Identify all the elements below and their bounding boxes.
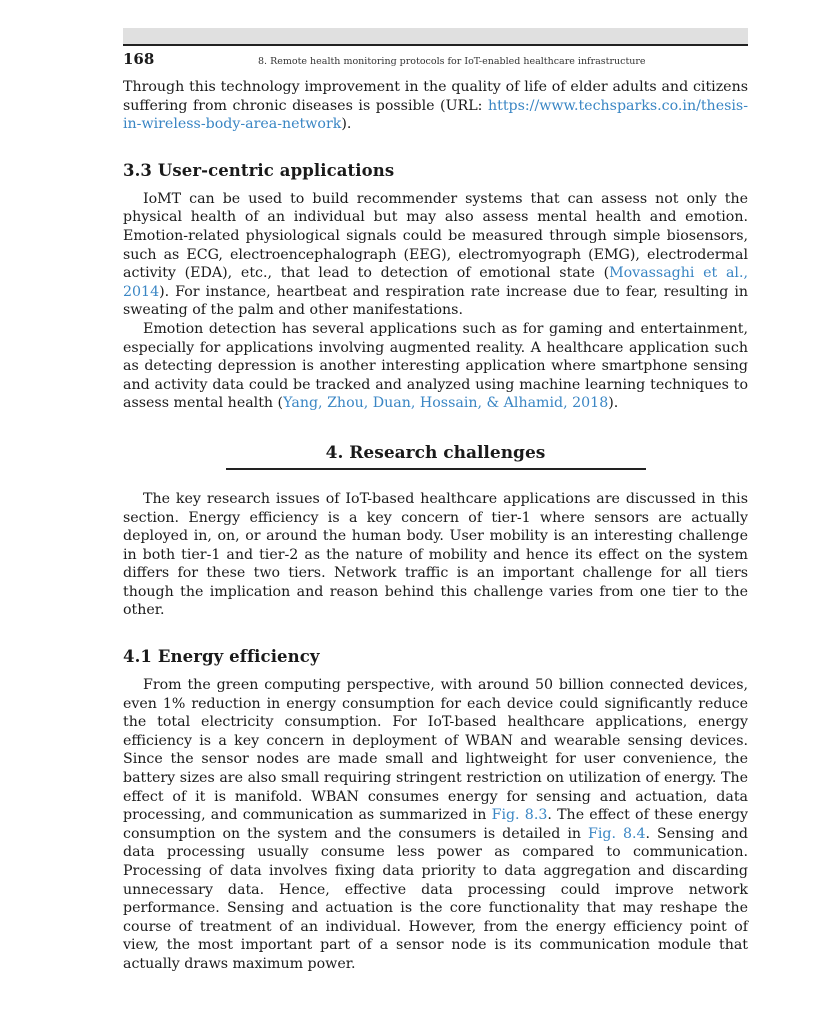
citation-link[interactable]: Yang, Zhou, Duan, Hossain, & Alhamid, 2018 (283, 395, 609, 412)
paragraph-text: Emotion detection has several applications such as for gaming and entertainment, especially for applications involving augmented reality. A healthcare application such as detecting depression is another interesting application where smartphone sensing and activity data could be tracked and analyzed using machine learning techniques to assess mental health ( (123, 320, 748, 412)
section-4-1-paragraph (123, 676, 748, 974)
figure-link-8-4[interactable]: Fig. 8.4 (588, 825, 646, 842)
paragraph-text: From the green computing perspective, with around 50 billion connected devices, even 1% reduction in energy consumption for each device could significantly reduce the total electricity consumption. For IoT-based healthcare applications, energy efficiency is a key concern in deployment of WBAN and wearable sensing devices. Since the sensor nodes are made small and lightweight for user convenience, the battery sizes are also small requiring stringent restriction on utilization of energy. The effect of it is manifold. WBAN consumes energy for sensing and actuation, data processing, and communication as summarized in (123, 677, 748, 824)
section-3-3-paragraph-1 (123, 190, 748, 320)
section-3-3-heading: 3.3 User-centric applications (123, 160, 395, 180)
section-4-heading (226, 443, 646, 470)
section-4-1-heading: 4.1 Energy efficiency (123, 647, 320, 667)
header-bar (123, 28, 748, 46)
url-link[interactable]: https://www.techsparks.co.in/thesis-in-wireless-body-area-network (123, 97, 748, 133)
paragraph-text: ). For instance, heartbeat and respiration rate increase due to fear, resulting in sweating of the palm and other manifestations. (123, 283, 748, 319)
section-3-3-paragraph-2 (123, 320, 748, 413)
page-header (123, 50, 748, 68)
intro-text-end: ). (341, 116, 352, 133)
paragraph-text: . Sensing and data processing usually consume less power as compared to communication. Processing of data involves fixing data priority to data aggregation and discarding unnecessary data. Hence, effective data processing could improve network performance. Sensing and actuation is the core functionality that may reshape the course of treatment of an individual. However, from the energy efficiency point of view, the most important part of a sensor node is its communication module that actually draws maximum power. (123, 825, 749, 972)
paragraph-text: IoMT can be used to build recommender systems that can assess not only the physical health of an individual but may also assess mental health and emotion. Emotion-related physiological signals could be measured through simple biosensors, such as ECG, electroencephalograph (EEG), electromyograph (EMG), electrodermal activity (EDA), etc., that lead to detection of emotional state ( (123, 190, 748, 282)
intro-paragraph (123, 78, 748, 134)
section-4-paragraph: The key research issues of IoT-based healthcare applications are discussed in this section. Energy efficiency is a key concern of tier-1 where sensors are actually deployed in, on, or around the human body. User mobility is an interesting challenge in both tier-1 and tier-2 as the nature of mobility and hence its effect on the system differs for these two tiers. Network traffic is an important challenge for all tiers though the implication and reason behind this challenge varies from one tier to the other. (123, 490, 748, 619)
running-head: 8. Remote health monitoring protocols for IoT-enabled healthcare infrastructure (258, 56, 646, 67)
section-4-title: 4. Research challenges (325, 442, 546, 463)
citation-link[interactable]: Movassaghi et al., 2014 (123, 265, 748, 300)
page-number: 168 (123, 50, 155, 68)
book-page (123, 28, 748, 974)
paragraph-text: . The effect of these energy consumption on the system and the consumers is detailed in (123, 807, 749, 842)
paragraph-text: ). (608, 395, 619, 412)
intro-text: Through this technology improvement in the quality of life of elder adults and citizens suffering from chronic diseases is possible (URL: (123, 79, 748, 114)
figure-link-8-3[interactable]: Fig. 8.3 (491, 807, 548, 824)
